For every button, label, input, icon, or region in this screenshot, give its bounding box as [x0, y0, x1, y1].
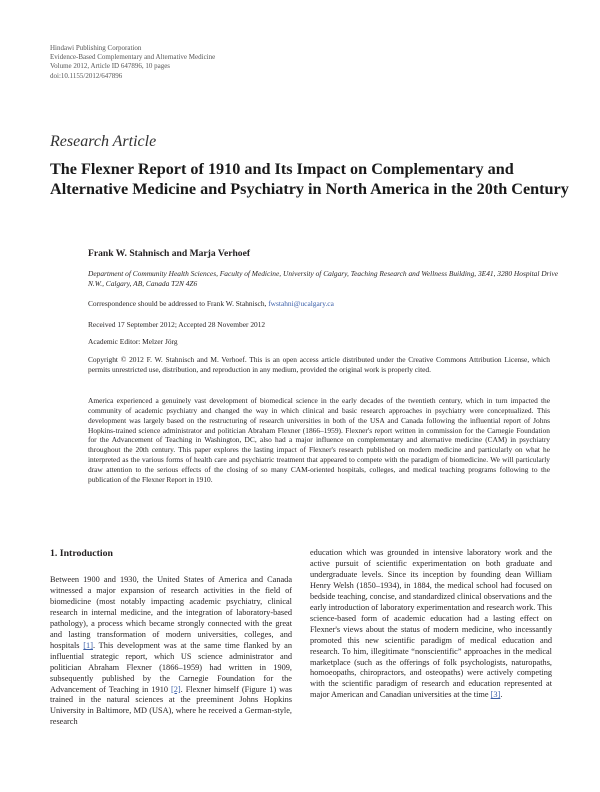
journal-header — [50, 44, 215, 81]
correspondence — [88, 299, 334, 308]
author-list: Frank W. Stahnisch and Marja Verhoef — [88, 248, 251, 259]
body-column-right — [310, 548, 552, 701]
body-text: . — [500, 690, 503, 700]
correspondence-text: Correspondence should be addressed to Frank W. Stahnisch, — [88, 299, 269, 308]
body-text: . This development was at the same time flanked by an influential strategic report, which US science administrator and politician Abraham Flexner (1866–1959) had written in 1909, subsequently published by the Carnegie Foundation for the Advancement of Teaching in 1910 — [50, 640, 292, 694]
citation-link[interactable]: [2] — [170, 684, 181, 694]
received-dates: Received 17 September 2012; Accepted 28 November 2012 — [88, 320, 266, 329]
abstract: America experienced a genuinely vast development of biomedical science in the early decades of the twentieth century, which in turn impacted the community of academic psychiatry and changed the way in which clinical and basic research approaches in psychiatry were conceptualized. This development was largely based on the restructuring of research universities in both of the USA and Canada following the influential report of Johns Hopkins-trained science administrator and politician Abraham Flexner (1866–1959). Flexner's report written in commission for the Carnegie Foundation for the Advancement of Teaching in Washington, DC, also had a major influence on complementary and alternative medicine (CAM) in psychiatry throughout the 20th century. This paper explores the lasting impact of Flexner's research published on modern medicine and particularly on what he interpreted as the various forms of health care and psychiatric treatment that appeared to compete with the paradigm of biomedicine. We will particularly draw attention to the serious effects of the closing of so many CAM-oriented hospitals, colleges, and medical teaching programs following to the publication of the Flexner Report in 1910. — [88, 396, 550, 484]
body-text: education which was grounded in intensive laboratory work and the active pursuit of scientific experimentation on both graduate and undergraduate levels. Since its inception by founding dean William Henry Welsh (1850–1934), in 1884, the medical school had focused on bedside teaching, concise, and standardized clinical observations and the early introduction of laboratory experimentation and research work. This science-based form of academic education had a lasting effect on Flexner's views about the status of modern medicine, who incessantly promoted this new scientific paradigm of medical education and research. To him, illegitimate “nonscientific” approaches in the medical marketplace (such as the offerings of folk psychologists, naturopaths, homoeopaths, chiropractors, and osteopaths) were actively competing with the scientific paradigm of research and education represented at major American and Canadian universities at the time — [310, 548, 552, 700]
academic-editor: Academic Editor: Melzer Jörg — [88, 337, 178, 346]
citation-link[interactable]: [3] — [490, 690, 501, 700]
publisher-line: Hindawi Publishing Corporation — [50, 44, 142, 52]
affiliation: Department of Community Health Sciences, Faculty of Medicine, University of Calgary, Teaching Research and Wellness Building, 3E41, 3280 Hospital Drive N.W., Calgary, AB, Canada T2N 4Z6 — [88, 269, 559, 289]
article-type: Research Article — [50, 133, 157, 150]
body-text: . Flexner himself (Figure 1) was trained in the natural sciences at the preeminent Johns Hopkins University in Baltimore, MD (USA), where he received a German-style, research — [50, 684, 292, 727]
citation-link[interactable]: [1] — [83, 640, 93, 650]
copyright-notice: Copyright © 2012 F. W. Stahnisch and M. Verhoef. This is an open access article distributed under the Creative Commons Attribution License, which permits unrestricted use, distribution, and reproduction in any medium, provided the original work is properly cited. — [88, 355, 550, 374]
body-column-left — [50, 575, 292, 728]
email-link[interactable]: fwstahni@ucalgary.ca — [268, 299, 334, 308]
doi-line[interactable]: doi:10.1155/2012/647896 — [50, 71, 123, 80]
paper-title: The Flexner Report of 1910 and Its Impact on Complementary and Alternative Medicine and Psychiatry in North America in the 20th Century — [50, 160, 569, 198]
journal-line: Evidence-Based Complementary and Alternative Medicine — [50, 53, 216, 62]
body-text: Between 1900 and 1930, the United States of America and Canada witnessed a major expansion of research activities in the field of biomedicine (most notably impacting academic psychiatry, clinical research in internal medicine, and the integration of laboratory-based pathology), a process which became strongly connected with the great and lasting transformation of modern universities, colleges, and hospitals — [50, 575, 292, 650]
volume-line: Volume 2012, Article ID 647896, 10 pages — [50, 62, 171, 71]
section-heading: 1. Introduction — [50, 548, 113, 559]
